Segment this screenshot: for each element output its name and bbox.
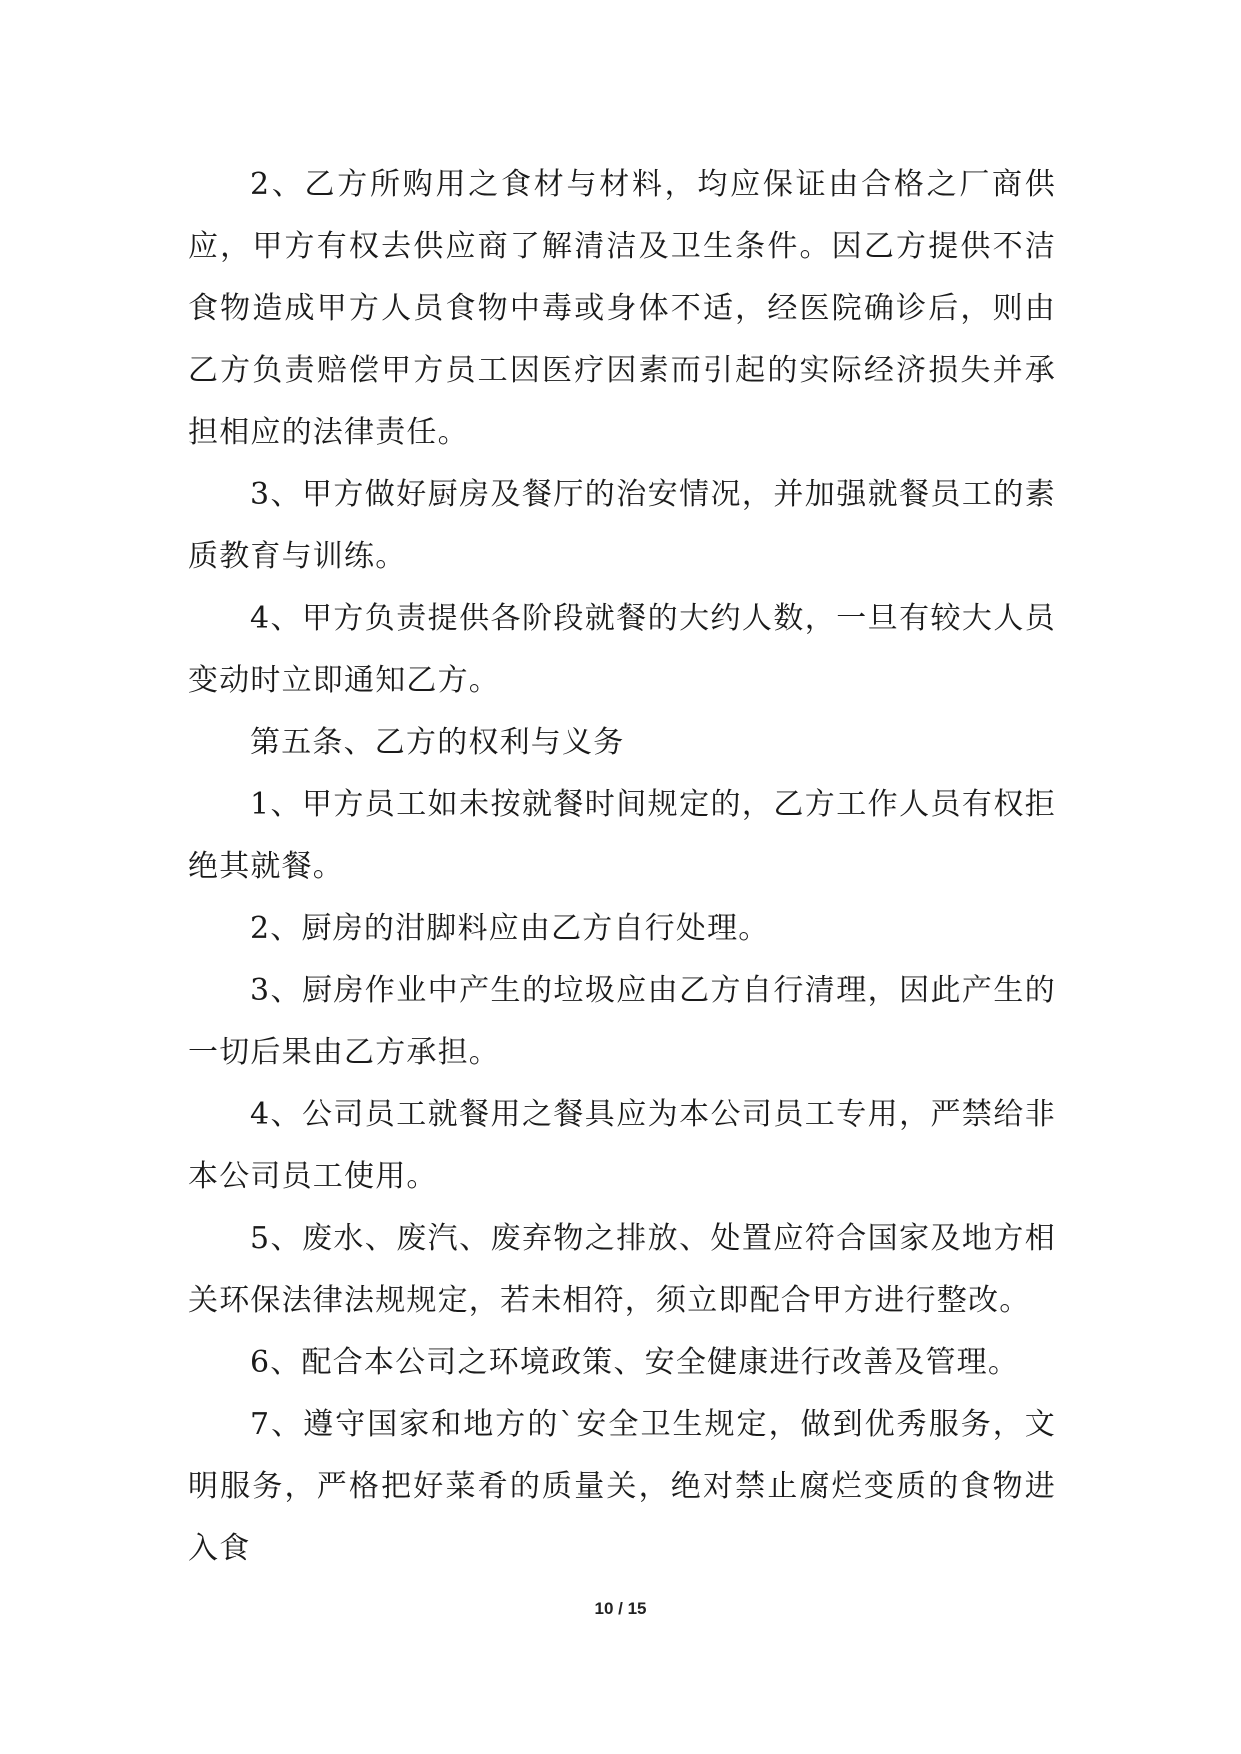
section-heading-article-5: 第五条、乙方的权利与义务 <box>250 725 625 760</box>
paragraph-clause-2-food-materials: 2、乙方所购用之食材与材料，均应保证由合格之厂商供应，甲方有权去供应商了解清洁及卫生条件。因乙方提供不洁食物造成甲方人员食物中毒或身体不适，经医院确诊后，则由乙方负责赔偿甲方员工因医疗因素而引起的实际经济损失并承担相应的法律责任。 <box>188 167 1056 450</box>
document-body <box>188 154 1056 1580</box>
page-number: 10 / 15 <box>594 1599 647 1618</box>
paragraph-clause-3-garbage: 3、厨房作业中产生的垃圾应由乙方自行清理，因此产生的一切后果由乙方承担。 <box>188 973 1056 1070</box>
paragraph-clause-2-kitchen-waste: 2、厨房的泔脚料应由乙方自行处理。 <box>250 911 770 946</box>
paragraph-clause-5-emissions: 5、废水、废汽、废弃物之排放、处置应符合国家及地方相关环保法律法规规定，若未相符，须立即配合甲方进行整改。 <box>188 1221 1056 1318</box>
paragraph-clause-4-headcount: 4、甲方负责提供各阶段就餐的大约人数，一旦有较大人员变动时立即通知乙方。 <box>188 601 1056 698</box>
paragraph-clause-4-tableware: 4、公司员工就餐用之餐具应为本公司员工专用，严禁给非本公司员工使用。 <box>188 1097 1056 1194</box>
paragraph-clause-6-environment-policy: 6、配合本公司之环境政策、安全健康进行改善及管理。 <box>250 1345 1020 1380</box>
paragraph-clause-3-security: 3、甲方做好厨房及餐厅的治安情况，并加强就餐员工的素质教育与训练。 <box>188 477 1056 574</box>
paragraph-clause-1-meal-time: 1、甲方员工如未按就餐时间规定的，乙方工作人员有权拒绝其就餐。 <box>188 787 1056 884</box>
paragraph-clause-7-safety-rules: 7、遵守国家和地方的`安全卫生规定，做到优秀服务，文明服务，严格把好菜肴的质量关，绝对禁止腐烂变质的食物进入食 <box>188 1407 1056 1566</box>
